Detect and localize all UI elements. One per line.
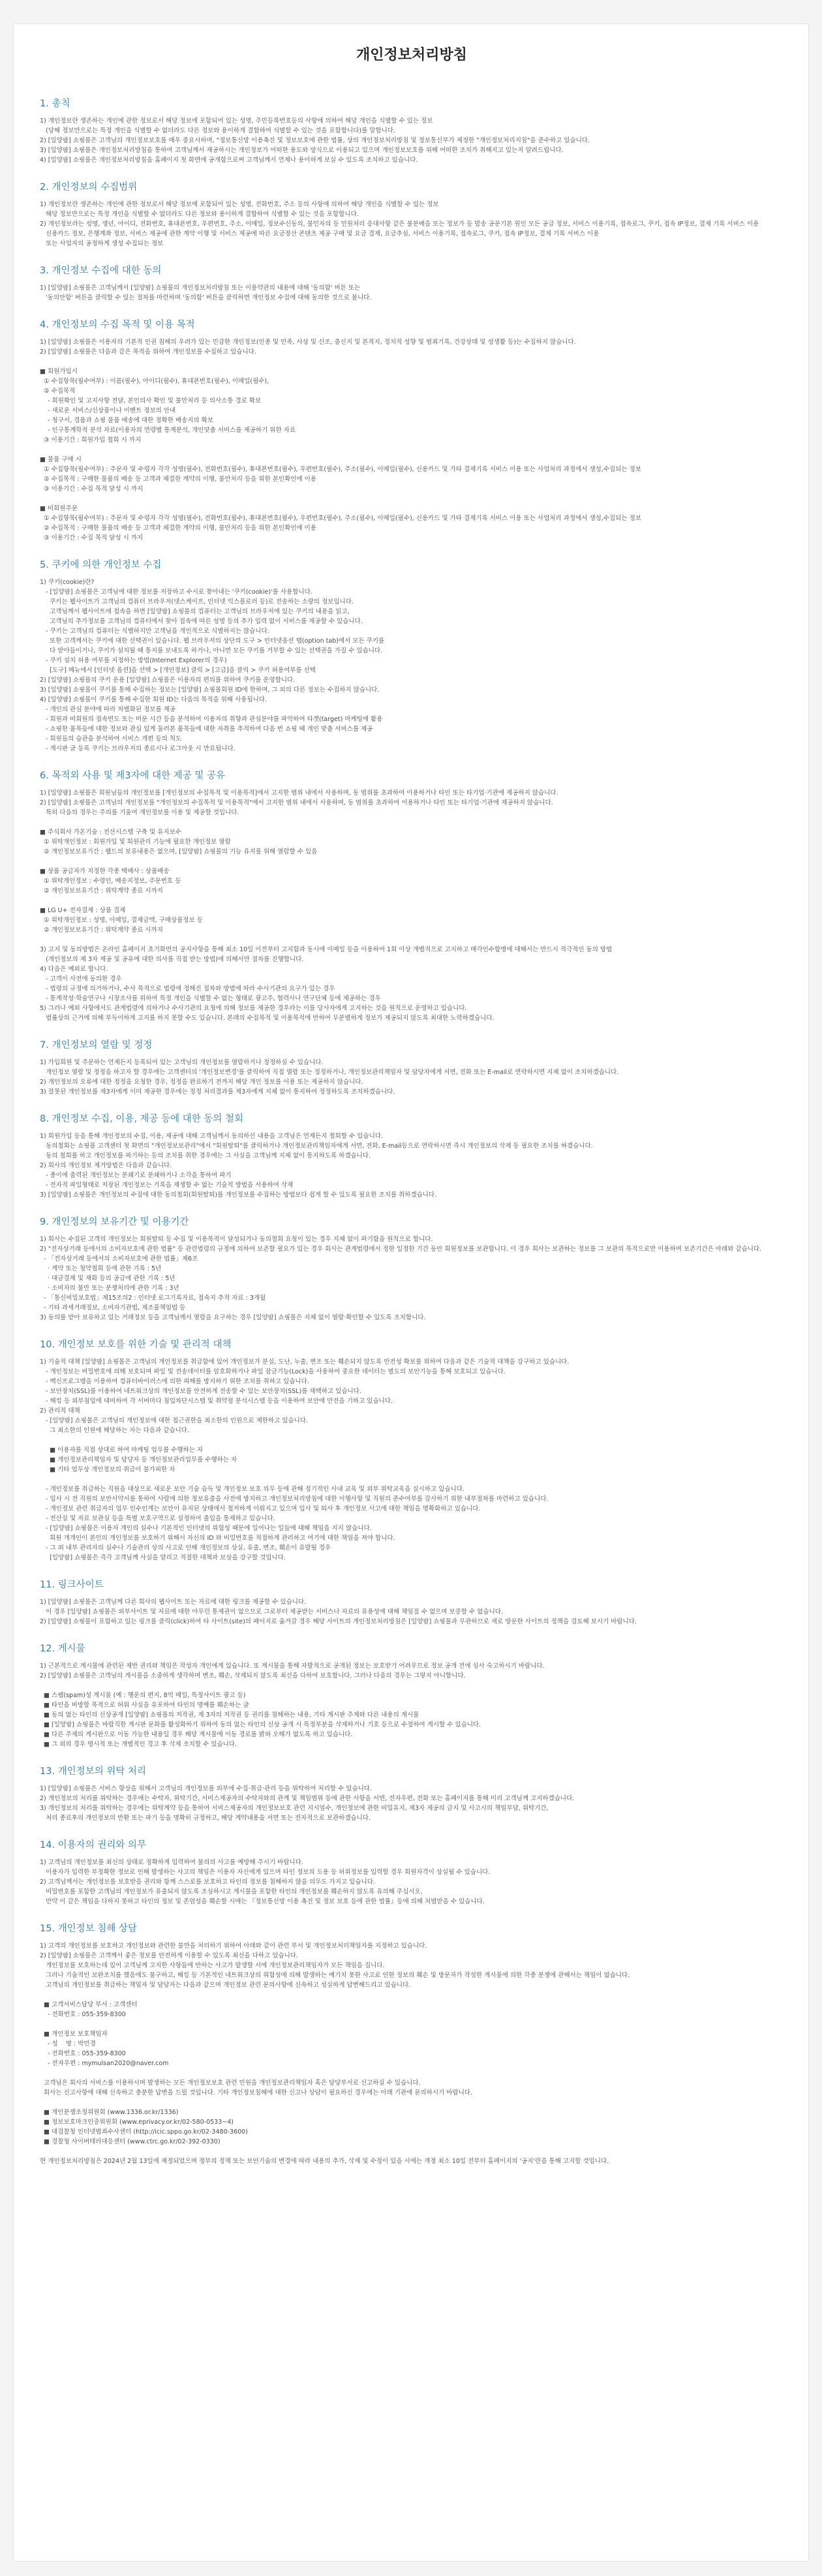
policy-section: [40, 1577, 784, 1627]
policy-section: [40, 1111, 784, 1200]
section-body: 1) 근본적으로 게시물에 관련된 제반 권리와 책임은 작성자 개인에게 있습니다. 또 게시물을 통해 자발적으로 공개된 정보는 보호받기 어려우므로 정보 공개 전에 심사 숙고하시기 바랍니다. 2) [일양팜] 쇼핑몰은 고객님의 게시물을 소중하게 생각하며 변조, 훼손, 삭제되지 않도록 최선을 다하여 보호합니다. 그러나 다음의 경우는 그렇지 아니합니다. ■ 스팸(spam)성 게시물 (예 : 행운의 편지, 8억 메일, 특정사이트 광고 등) ■ 타인을 비방할 목적으로 허위 사실을 유포하여 타인의 명예를 훼손하는 글 ■ 동의 없는 타인의 신상공개 [일양팜] 쇼핑몰의 저작권, 제 3자의 저작권 등 권리를 침해하는 내용, 기타 게시판 주제와 다른 내용의 게시물 ■ [일양팜] 쇼핑몰은 바람직한 게시판 문화를 활성화하기 위하여 동의 없는 타인의 신상 공개 시 특정부분을 삭제하거나 기호 등으로 수정하여 게시할 수 있습니다. ■ 다른 주제의 게시판으로 이동 가능한 내용일 경우 해당 게시물에 이동 경로를 밝혀 오해가 없도록 하고 있습니다. ■ 그 외의 경우 명시적 또는 개별적인 경고 후 삭제 조치할 수 있습니다.: [40, 1663, 545, 1748]
policy-section: [40, 768, 784, 1023]
section-heading: 6. 목적외 사용 및 제3자에 대한 제공 및 공유: [40, 771, 226, 781]
section-body: 1) 회원가입 등을 통해 개인정보의 수집, 이용, 제공에 대해 고객님께서 동의하신 내용을 고객님은 언제든지 철회할 수 있습니다. 동의철회는 쇼핑몰 고객센터 첫 화면의 "개인정보보관리"에서 "회원탈퇴"를 클릭하거나 개인정보관리책임자에게 서면, 전화, E-mail등으로 연락하시면 즉시 개인정보의 삭제 등 필요한 조치를 하겠습니다. 동의 철회를 하고 개인정보를 파기하는 등의 조치를 취한 경우에는 그 사실을 고객님께 지체 없이 통지하도록 하겠습니다. 2) 회사의 개인정보 제거방법은 다음과 같습니다. - 종이에 출력된 개인정보는 분쇄기로 분쇄하거나 소각을 통하여 파기 - 전자적 파일형태로 저장된 개인정보는 기록을 재생할 수 없는 기술적 방법을 사용하여 삭제 3) [일양팜] 쇼핑몰은 개인정보의 수집에 대한 동의철회(회원탈퇴)를 개인정보를 수집하는 방법보다 쉽게 할 수 있도록 필요한 조치를 취하겠습니다.: [40, 1133, 593, 1199]
section-heading: 10. 개인정보 보호를 위한 기술 및 관리적 대책: [40, 1340, 232, 1350]
section-heading: 9. 개인정보의 보유기간 및 이용기간: [40, 1217, 189, 1227]
section-heading: 15. 개인정보 침해 상담: [40, 1924, 137, 1934]
section-heading: 1. 총칙: [40, 99, 70, 109]
section-body: 1) [일양팜] 쇼핑몰은 서비스 향상을 위해서 고객님의 개인정보를 외부에 수집·취급·관리 등을 위탁하여 처리할 수 있습니다. 2) 개인정보의 처리를 위탁하는 경우에는 수탁자, 위탁기간, 서비스제공자의 수탁자와의 관계 및 책임범위 등에 관한 사항을 서면, 전자우편, 전화 또는 홈페이지를 통해 미리 고객님께 고지하겠습니다. 3) 개인정보의 처리를 위탁하는 경우에는 위탁계약 등을 통하여 서비스제공자의 개인정보보호 관련 지시엄수, 개인정보에 관한 비밀유지, 제3자 제공의 금지 및 사고시의 책임부담, 위탁기간, 처리 종료후의 개인정보의 반환 또는 파기 등을 명확히 규정하고, 해당 계약내용을 서면 또는 전자적으로 보관하겠습니다.: [40, 1785, 575, 1822]
policy-section: [40, 1764, 784, 1823]
section-body: 1) 기술적 대책 [일양팜] 쇼핑몰은 고객님의 개인정보를 취급함에 있어 개인정보가 분실, 도난, 누출, 변조 또는 훼손되지 않도록 안전성 확보를 위하여 다음과 같은 기술적 대책을 강구하고 있습니다. - 개인정보는 비밀번호에 의해 보호되며 파일 및 전송데이터를 암호화하거나 파일 잠금기능(Lock)을 사용하여 중요한 데이터는 별도의 보안기능을 통해 보호되고 있습니다. - 백신프로그램을 이용하여 컴퓨터바이러스에 의한 피해를 방지하기 위한 조치를 취하고 있습니다. - 보안장치(SSL)를 이용하여 네트워크상의 개인정보를 안전하게 전송할 수 있는 보안장치(SSL)를 채택하고 있습니다. - 해킹 등 외부침입에 대비하여 각 서버마다 침입차단시스템 및 취약점 분석시스템 등을 이용하여 보안에 만전을 기하고 있습니다. 2) 관리적 대책 - [일양팜] 쇼핑몰은 고객님의 개인정보에 대한 접근권한을 최소한의 인원으로 제한하고 있습니다. 그 최소한의 인원에 해당하는 자는 다음과 같습니다. ■ 이용자를 직접 상대로 하여 마케팅 업무를 수행하는 자 ■ 개인정보관리책임자 및 담당자 등 개인정보관리업무를 수행하는 자 ■ 기타 업무상 개인정보의 취급이 불가피한 자 - 개인정보를 취급하는 직원을 대상으로 새로운 보안 기술 습득 및 개인정보 보호 의무 등에 관해 정기적인 사내 교육 및 외부 위탁교육을 실시하고 있습니다. - 입사 시 전 직원의 보안서약서를 통하여 사람에 의한 정보유출을 사전에 방지하고 개인정보처리방침에 대한 이행사항 및 직원의 준수여부를 감사하기 위한 내부절차를 마련하고 있습니다. - 개인정보 관련 취급자의 업무 인수인계는 보안이 유지된 상태에서 철저하게 이뤄지고 있으며 입사 및 퇴사 후 개인정보 사고에 대한 책임을 명확화하고 있습니다. - 전산실 및 자료 보관실 등을 특별 보호구역으로 설정하여 출입을 통제하고 있습니다. - [일양팜] 쇼핑몰은 이용자 개인의 실수나 기본적인 인터넷의 위험성 때문에 일어나는 일들에 대해 책임을 지지 않습니다. 회원 개개인이 본인의 개인정보를 보호하기 위해서 자신의 ID 와 비밀번호를 적절하게 관리하고 여기에 대한 책임을 져야 합니다. - 그 외 내부 관리자의 실수나 기술관리 상의 사고로 인해 개인정보의 상실, 유출, 변조, 훼손이 유발될 경우 [일양팜] 쇼핑몰은 즉각 고객님께 사실을 알리고 적절한 대책과 보상을 강구할 것입니다.: [40, 1358, 570, 1561]
section-body: 1) 고객의 개인정보를 보호하고 개인정보와 관련한 불만을 처리하기 위하여 아래와 같이 관련 부서 및 개인정보처리책임자를 지정하고 있습니다. 2) [일양팜] 쇼핑몰은 고객께서 좋은 정보를 안전하게 이용할 수 있도록 최선을 다하고 있습니다. 개인정보를 보호하는데 있어 고객님께 고지한 사항들에 반하는 사고가 발생할 시에 개인정보관리책임자가 모든 책임을 집니다. 그러나 기술적인 보완조치를 했음에도 불구하고, 해킹 등 기본적인 네트워크상의 위험성에 의해 발생하는 예기치 못한 사고로 인한 정보의 훼손 및 방문자가 작성한 게시물에 의한 각종 분쟁에 관해서는 책임이 없습니다. 고객님의 개인정보를 취급하는 책임자 및 담당자는 다음과 같으며 개인정보 관련 문의사항에 신속하고 성실하게 답변해드리고 있습니다. ■ 고객서비스담당 부서 : 고객센터 - 전화번호 : 055-359-8300 ■ 개인정보 보호책임자 - 성 명 : 박민경 - 전화번호 : 055-359-8300 - 전자우편 : mymulsan2020@naver.com 고객님은 회사의 서비스를 이용하시며 발생하는 모든 개인정보보호 관련 민원을 개인정보관리책임자 혹은 담당부서로 신고하실 수 있습니다. 회사는 신고사항에 대해 신속하고 충분한 답변을 드릴 것입니다. 기타 개인정보침해에 대한 신고나 상담이 필요하신 경우에는 아래 기관에 문의하시기 바랍니다. ■ 개인분쟁조정위원회 (www.1336.or.kr/1336) ■ 정보보호마크인증위원회 (www.eprivacy.or.kr/02-580-0533~4) ■ 대검찰청 인터넷범죄수사센터 (http://icic.sppo.go.kr/02-3480-3600) ■ 경찰청 사이버테러대응센터 (www.ctrc.go.kr/02-392-0330) 현 개인정보처리방침은 2024년 2월 13일에 제정되었으며 정부의 정책 또는 보안기술의 변경에 따라 내용의 추가, 삭제 및 수정이 있을 시에는 개정 최소 10일 전부터 홈페이지의 '공지'란을 통해 고지할 것입니다.: [40, 1942, 630, 2165]
section-body: 1) 개인정보란 생존하는 개인에 관한 정보로서 해당 정보에 포함되어 있는 성명, 주민등록번호등의 사항에 의하여 해당 개인을 식별할 수 있는 정보 (당해 정보만으로는 특정 개인을 식별할 수 없더라도 다른 정보와 용이하게 결합하여 식별할 수 있는 것을 포함합니다)를 말합니다. 2) [일양팜] 쇼핑몰은 고객님의 개인정보보호를 매우 중요시하며, "정보통신망 이용촉진 및 정보보호에 관한 법률, 상의 개인정보처리방침 및 정보통신부가 제정한 "개인정보처리지침"을 준수하고 있습니다. 3) [일양팜] 쇼핑몰은 개인정보처리방침을 통하여 고객님께서 제공하시는 개인정보가 어떠한 용도와 방식으로 이용되고 있으며 개인정보보호를 위해 어떠한 조치가 취해지고 있는지 알려드립니다. 4) [일양팜] 쇼핑몰은 개인정보처리방침을 홈페이지 첫 화면에 공개함으로써 고객님께서 언제나 용이하게 보실 수 있도록 조치하고 있습니다.: [40, 117, 590, 164]
section-heading: 7. 개인정보의 열람 및 정정: [40, 1040, 153, 1050]
section-body: 1) 가입회원 및 주문하는 언제든지 등록되어 있는 고객님의 개인정보를 열람하거나 정정하실 수 있습니다. 개인정보 열람 및 정정을 하고자 할 경우에는 고객센터의 '개인정보변경'를 클릭하여 직접 열람 또는 정정하거나, 개인정보관리책임자 및 담당자에게 서면, 전화 또는 E-mail로 연락하시면 지체 없이 조치하겠습니다. 2) 개인정보의 오류에 대한 정정을 요청한 경우, 정정을 완료하기 전까지 해당 개인 정보를 이용 또는 제공하지 않습니다. 3) 잘못된 개인정보를 제3자에게 이미 제공한 경우에는 정정 처리결과를 제3자에게 지체 없이 통지하여 정정하도록 조치하겠습니다.: [40, 1059, 619, 1096]
policy-section: [40, 1337, 784, 1563]
section-body: 1) 쿠키(cookie)란? - [일양팜] 쇼핑몰은 고객님에 대한 정보를 저장하고 수시로 찾아내는 '쿠키(cookie)'를 사용합니다. 쿠키는 웹사이트가 고객님의 컴퓨터 브라우저(넷스케이프, 인터넷 익스플로러 등)로 전송하는 소량의 정보입니다. 고객님께서 웹사이트에 접속을 하면 [일양팜] 쇼핑몰의 컴퓨터는 고객님의 브라우저에 있는 쿠키의 내용을 읽고, 고객님의 추가정보를 고객님의 컴퓨터에서 찾아 접속에 따른 성명 등의 추가 입력 없이 서비스를 제공할 수 있습니다. - 쿠키는 고객님의 컴퓨터는 식별하지만 고객님을 개인적으로 식별하지는 않습니다. 또한 고객께서는 쿠키에 대한 선택권이 있습니다. 웹 브라우저의 상단의 도구 > 인터넷옵션 탭(option tab)에서 모든 쿠키를 다 받아들이거나, 쿠키가 설치될 때 통지를 보내도록 하거나, 아니면 모든 쿠키를 거부할 수 있는 선택권을 가질 수 있습니다. - 쿠키 설치 허용 여부를 지정하는 방법(Internet Explorer의 경우) [도구] 메뉴에서 [인터넷 옵션]을 선택 > [개인정보] 클릭 > [고급]을 클릭 > 쿠키 허용여부를 선택 2) [일양팜] 쇼핑몰의 쿠키 운용 [일양팜] 쇼핑몰은 이용자의 편의를 위하여 쿠키를 운영합니다. 3) [일양팜] 쇼핑몰이 쿠키를 통해 수집하는 정보는 [일양팜] 쇼핑몰회원 ID에 한하며, 그 외의 다른 정보는 수집하지 않습니다. 4) [일양팜] 쇼핑몰이 쿠키를 통해 수집한 회원 ID는 다음의 목적을 위해 사용됩니다. - 개인의 관심 분야에 따라 차별화된 정보를 제공 - 회원과 비회원의 접속빈도 또는 머문 시간 등을 분석하여 이용자의 취향과 관심분야를 파악하여 타겟(target) 마케팅에 활용 - 쇼핑한 품목들에 대한 정보와 관심 있게 둘러본 품목들에 대한 자취를 추적하여 다음 번 쇼핑 때 개인 맞춤 서비스를 제공 - 회원들의 습관을 분석하여 서비스 개편 등의 척도 - 게시판 글 등록 쿠키는 브라우저의 종료시나 로그아웃 시 만료됩니다.: [40, 579, 385, 752]
section-heading: 4. 개인정보의 수집 목적 및 이용 목적: [40, 320, 195, 330]
policy-content: [40, 96, 784, 2181]
section-heading: 14. 이용자의 권리와 의무: [40, 1840, 146, 1850]
section-body: 1) [일양팜] 쇼핑몰은 회원님들의 개인정보를 [개인정보의 수집목적 및 이용목적]에서 고지한 범위 내에서 사용하며, 동 범위를 초과하여 이용하거나 타인 또는 타기업·기관에 제공하지 않습니다. 2) [일양팜] 쇼핑몰은 고객님의 개인정보를 "개인정보의 수집목적 및 이용목적"에서 고지한 범위 내에서 사용하며, 동 범위를 초과하여 이용하거나 타인 또는 타기업·기관에 제공하지 않습니다. 특히 다음의 경우는 주의를 기울여 개인정보를 이용 및 제공할 것입니다. ■ 주식회사 가온기술 : 전산시스템 구축 및 유지보수 ① 위탁개인정보 : 회원가입 및 회원관리 기능에 필요한 개인정보 열람 ② 개인정보보유기간 : 웹드의 보유내용은 없으며, [일양팜] 쇼핑몰의 기능 유지를 위해 열람할 수 있음 ■ 상품 공급자가 지정한 각종 택배사 : 상품배송 ① 위탁개인정보 : 수령인, 배송지정보, 주문번호 등 ② 개인정보보유기간 : 위탁계약 종료 시까지 ■ LG U+ 전자결제 : 상품 결제 ① 위탁개인정보 : 성명, 이메일, 결제금액, 구매상품정보 등 ② 개인정보보유기간 : 위탁계약 종료 시까지 3) 고지 및 동의방법은 온라인 홈페이지 초기화면의 공지사항을 통해 최소 10일 이전부터 고지함과 동시에 이메일 등을 이용하여 1회 이상 개별적으로 고지하고 매각인수합병에 대해서는 반드시 적극적인 동의 방법 (개인정보의 제 3자 제공 및 공유에 대한 의사를 직접 받는 방법)에 의해서만 절차를 진행합니다. 4) 다음은 예외로 합니다. - 고객이 사전에 동의한 경우 - 법령의 규정에 의거하거나, 수사 목적으로 법령에 정해진 절차와 방법에 따라 수사기관의 요구가 있는 경우 - 통계작성·학술연구나 시장조사를 위하여 특정 개인을 식별할 수 없는 형태로 광고주, 협력사나 연구단체 등에 제공하는 경우 5) 그러나 예외 사항에서도 관계법령에 의하거나 수사기관의 요청에 의해 정보를 제공한 경우라는 이를 당사자에게 고지하는 것을 원칙으로 운영하고 있습니다. 법률상의 근거에 의해 부득이하게 고지를 하지 못할 수도 있습니다. 본래의 수집목적 및 이용목적에 반하여 무분별하게 정보가 제공되지 않도록 최대한 노력하겠습니다.: [40, 790, 613, 1022]
page-title: 개인정보처리방침: [356, 47, 468, 63]
section-heading: 12. 게시물: [40, 1644, 85, 1654]
section-heading: 13. 개인정보의 위탁 처리: [40, 1766, 146, 1777]
policy-section: [40, 1921, 784, 2166]
section-body: 1) [일양팜] 쇼핑몰은 고객님께 다른 회사의 웹사이트 또는 자료에 대한 링크를 제공할 수 있습니다. 이 경우 [일양팜] 쇼핑몰은 외부사이트 및 자료에 대한 아무런 통제권이 없으므로 그로부터 제공받는 서비스나 자료의 유용성에 대해 책임질 수 없으며 보증할 수 없습니다. 2) [일양팜] 쇼핑몰이 포함하고 있는 링크를 클릭(click)하여 타 사이트(site)의 페이지로 옮겨갈 경우 해당 사이트의 개인정보처리방침은 [일양팜] 쇼핑몰과 무관하므로 새로 방문한 사이트의 정책을 검토해 보시기 바랍니다.: [40, 1599, 637, 1625]
policy-section: [40, 557, 784, 754]
section-body: 1) 회사는 수집된 고객의 개인정보는 회원탈퇴 등 수집 및 이용목적이 달성되거나 동의철회 요청이 있는 경우 지체 없이 파기함을 원칙으로 합니다. 2) "전자상거래 등에서의 소비자보호에 관한 법률" 등 관련법령의 규정에 의하여 보존할 필요가 있는 경우 회사는 관계법령에서 정한 일정한 기간 동안 회원정보를 보관합니다. 이 경우 회사는 보관하는 정보를 그 보관의 목적으로만 이용하며 보존기간은 아래와 같습니다. - 「전자상거래 등에서의 소비자보호에 관한 법률」제6조 · 계약 또는 청약철회 등에 관한 기록 : 5년 · 대금결제 및 재화 등의 공급에 관한 기록 : 5년 · 소비자의 불만 또는 분쟁처리에 관한 기록 : 3년 - 「통신비밀보호법」제15조의2 : 인터넷 로그기록자료, 접속지 추적 자료 : 3개월 - 기타 과세거래정보, 소비자기관법, 제조물책임법 등 3) 동의를 받아 보유하고 있는 거래정보 등을 고객님께서 열람을 요구하는 경우 [일양팜] 쇼핑몰은 지체 없이 열람·확인할 수 있도록 조치합니다.: [40, 1236, 762, 1321]
section-body: 1) 고객님의 개인정보를 최신의 상태로 정확하게 입력하여 불의의 사고를 예방해 주시기 바랍니다. 이용자가 입력한 부정확한 정보로 인해 발생하는 사고의 책임은 이용자 자신에게 있으며 타인 정보의 도용 등 허위정보를 입력할 경우 회원자격이 상실될 수 있습니다. 2) 고객님께서는 개인정보를 보호받을 권리와 함께 스스로를 보호하고 타인의 정보를 침해하지 않을 의무도 가지고 있습니다. 비밀번호를 포함한 고객님의 개인정보가 유출되지 않도록 조심하시고 게시물을 포함한 타인의 개인정보를 훼손하지 않도록 유의해 주십시오. 만약 이 같은 책임을 다하지 못하고 타인의 정보 및 존엄성을 훼손할 시에는 『정보통신망 이용 촉진 및 정보 보호 등에 관한 법률』등에 의해 처벌받을 수 있습니다.: [40, 1859, 491, 1905]
section-heading: 5. 쿠키에 의한 개인정보 수집: [40, 560, 162, 570]
section-body: 1) [일양팜] 쇼핑몰은 고객님께서 [일양팜] 쇼핑몰의 개인정보처리방침 또는 이용약관의 내용에 대해 '동의함' 버튼 또는 '동의안함' 버튼을 클릭할 수 있는 절차를 마련하며 '동의함' 버튼을 클릭하면 개인정보 수집에 대해 동의한 것으로 봅니다.: [40, 284, 372, 301]
section-heading: 2. 개인정보의 수집범위: [40, 182, 138, 192]
section-heading: 11. 링크사이트: [40, 1580, 104, 1590]
section-heading: 8. 개인정보 수집, 이용, 제공 등에 대한 동의 철회: [40, 1114, 244, 1124]
policy-section: [40, 317, 784, 543]
policy-section: [40, 1837, 784, 1907]
policy-section: [40, 263, 784, 303]
policy-section: [40, 179, 784, 249]
policy-section: [40, 1037, 784, 1097]
policy-card: [13, 23, 809, 2562]
section-heading: 3. 개인정보 수집에 대한 동의: [40, 266, 162, 276]
policy-section: [40, 1214, 784, 1323]
policy-section: [40, 1641, 784, 1749]
section-body: 1) [일양팜] 쇼핑몰은 이용자의 기본적 인권 침해의 우려가 있는 민감한 개인정보(인종 및 민족, 사상 및 신조, 출신지 및 본적지, 정치적 성향 및 범죄기록, 건강상태 및 성생활 등)는 수집하지 않습니다. 2) [일양팜] 쇼핑몰은 다음과 같은 목적을 위하여 개인정보를 수집하고 있습니다. ■ 회원가입시 ① 수집항목(필수여부) : 이름(필수), 아이디(필수), 휴대폰번호(필수), 이메일(필수), ② 수집목적 - 회원확인 및 고지사항 전달, 본인의사 확인 및 불만처리 등 의사소통 경로 확보 - 새로운 서비스/신상품이나 이벤트 정보의 안내 - 청구서, 경품과 쇼핑 물품 배송에 대한 정확한 배송지의 확보 - 인구통계학적 분석 자료(이용자의 연령별 통계분석, 개인맞춤 서비스를 제공하기 위한 자료 ③ 이용기간 : 회원가입 철회 시 까지 ■ 물품 구매 시 ① 수집항목(필수여부) : 주문자 및 수령자 각각 성명(필수), 전화번호(필수), 휴대폰번호(필수), 우편번호(필수), 주소(필수), 이메일(필수), 신용카드 및 가타 결제기록 서비스 이용 또는 사업처리 과정에서 생성,수집되는 정보 ② 수집목적 : 구매한 물품의 배송 등 고객과 체결한 계약의 이행, 불만처리 등을 위한 본인확인에 이용 ③ 이용기간 : 수집 목적 달성 시 까지 ■ 비회원주문 ① 수집항목(필수여부) : 주문자 및 수령자 각각 성명(필수), 전화번호(필수), 휴대폰번호(필수), 우편번호(필수), 주소(필수), 이메일(필수), 신용카드 및 가타 결제기록 서비스 이용 또는 사업처리 과정에서 생성,수집되는 정보 ② 수집목적 : 구매한 물품의 배송 등 고객과 체결한 계약의 이행, 불만처리 등을 위한 본인확인에 이용 ③ 이용기간 : 수집 목적 달성 시 까지: [40, 339, 641, 542]
policy-section: [40, 96, 784, 165]
section-body: 1) 개인정보란 생존하는 개인에 관한 정보로서 해당 정보에 포함되어 있는 성명, 전화번호, 주소 등의 사항에 의하여 해당 개인을 식별할 수 있는 정보 해당 정보만으로는 특정 개인을 식별할 수 없더라도 다른 정보와 용이하게 결합하여 식별할 수 있는 것을 포함합니다. 2) 개인정보라는 성명, 생년, 아이디, 전화번호, 휴대폰번호, 우편번호, 주소, 이메일, 정보수신동의, 불민자의 등 민원처리 응대사항 같은 불분배을 또는 정보가 등 발송 공문기본 원인 모든 공급 정보, 서비스 이용기록, 접속로그, 쿠키, 접속 IP정보, 결제 기록 서비스 이용 신용카드 정보, 은행계좌 정보, 서비스 제공에 관한 계약 이행 및 서비스 제공에 따른 요금정산 콘텐츠 제공 구매 및 요금 결제, 요금추심, 서비스 이용기록, 접속로그, 쿠키, 접속 IP정보, 결제 기록 서비스 이용 또는 사업자의 공정하게 생성 수집되는 정보: [40, 201, 759, 247]
